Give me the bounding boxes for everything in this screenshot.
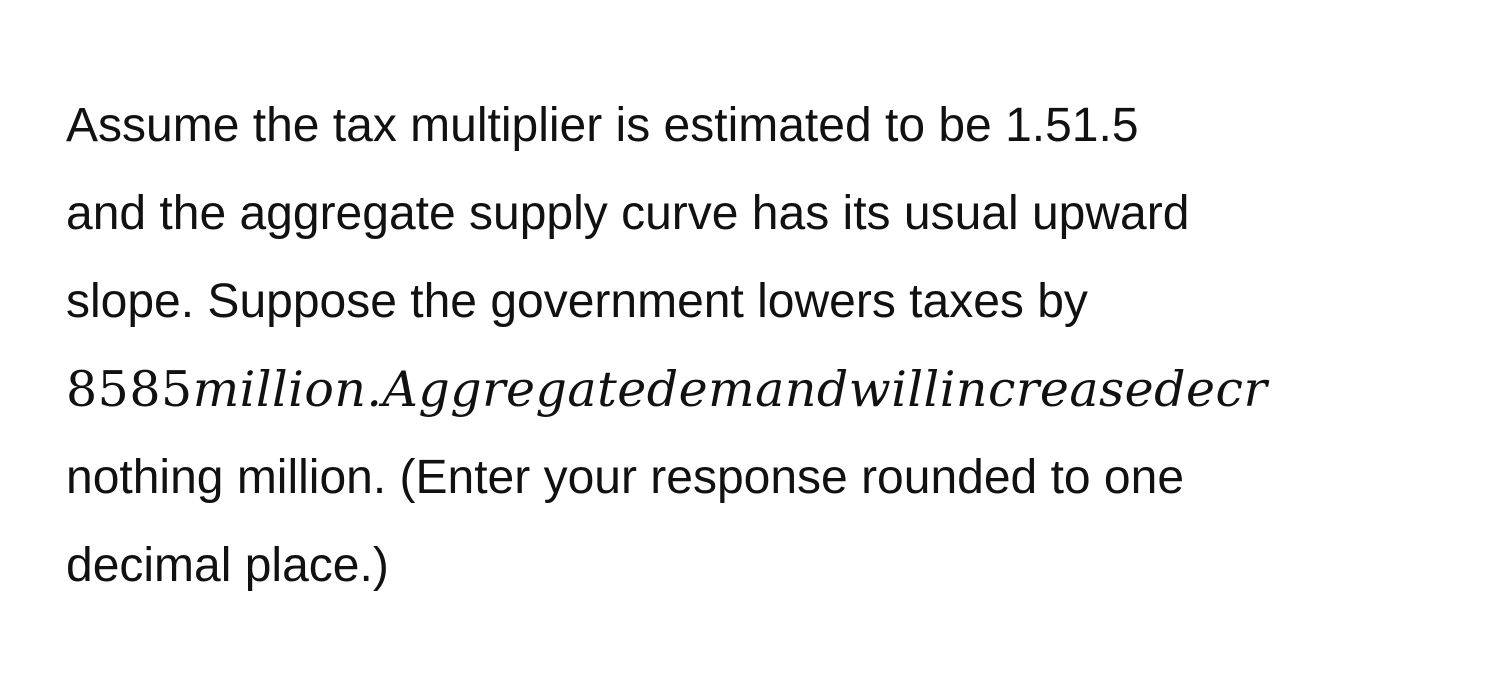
question-text bbox=[66, 82, 1500, 610]
question-line-3: slope. Suppose the government lowers taxes by bbox=[66, 275, 1088, 328]
question-line-2: and the aggregate supply curve has its usual upward bbox=[66, 187, 1190, 240]
math-text: million.Aggregatedemandwillincreasedecr bbox=[192, 361, 1268, 418]
math-number: 8585 bbox=[66, 361, 193, 418]
question-line-6: decimal place.) bbox=[66, 539, 389, 592]
question-line-1: Assume the tax multiplier is estimated to be 1.51.5 bbox=[66, 99, 1139, 152]
question-line-4-math bbox=[66, 346, 1500, 434]
question-line-5: nothing million. (Enter your response rounded to one bbox=[66, 451, 1185, 504]
